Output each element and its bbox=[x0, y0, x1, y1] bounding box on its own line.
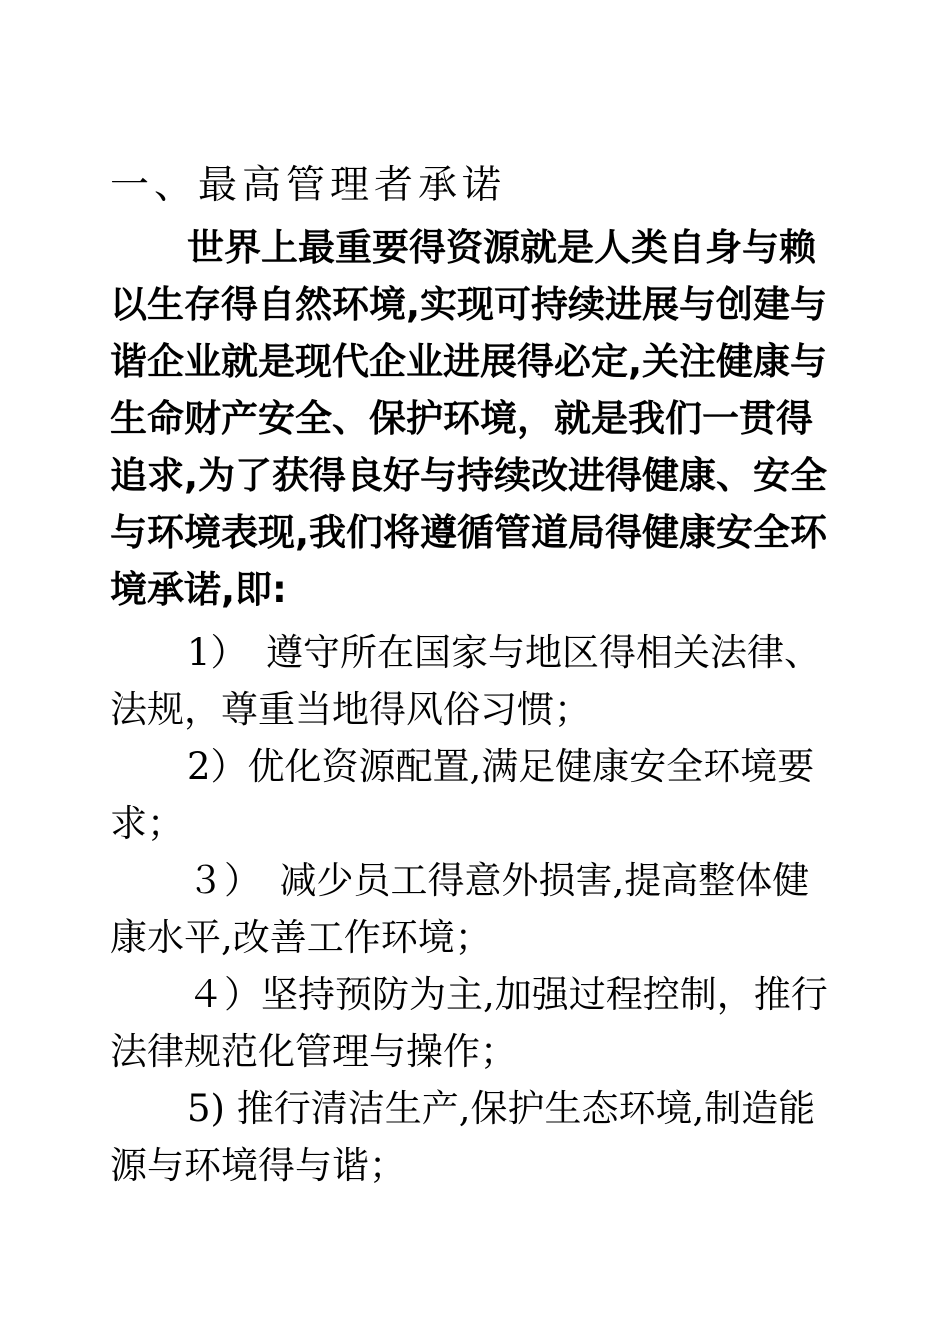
list-item-line: 康水平,改善工作环境； bbox=[110, 916, 492, 959]
intro-line: 追求,为了获得良好与持续改进得健康、安全 bbox=[110, 454, 828, 497]
intro-line: 与环境表现,我们将遵循管道局得健康安全环 bbox=[110, 511, 828, 554]
intro-line: 以生存得自然环境,实现可持续进展与创建与 bbox=[110, 283, 828, 326]
section-heading: 一、最高管理者承诺 bbox=[110, 163, 507, 208]
list-item-line: ３） 减少员工得意外损害,提高整体健 bbox=[187, 859, 810, 902]
intro-line: 生命财产安全、保护环境，就是我们一贯得 bbox=[110, 397, 813, 440]
intro-line: 谐企业就是现代企业进展得必定,关注健康与 bbox=[110, 340, 828, 383]
list-item-line: 求； bbox=[110, 802, 184, 845]
intro-line: 世界上最重要得资源就是人类自身与赖 bbox=[187, 226, 816, 269]
intro-line: 境承诺,即: bbox=[110, 568, 287, 611]
list-item-line: 法规，尊重当地得风俗习惯； bbox=[110, 688, 591, 731]
list-item-line: 5) 推行清洁生产,保护生态环境,制造能 bbox=[187, 1087, 816, 1130]
list-item-line: ４）坚持预防为主,加强过程控制，推行 bbox=[187, 973, 828, 1016]
list-item-line: 1） 遵守所在国家与地区得相关法律、 bbox=[187, 631, 822, 674]
list-item-line: 2）优化资源配置,满足健康安全环境要 bbox=[187, 745, 815, 788]
list-item-line: 源与环境得与谐； bbox=[110, 1144, 406, 1187]
list-item-line: 法律规范化管理与操作； bbox=[110, 1030, 517, 1073]
